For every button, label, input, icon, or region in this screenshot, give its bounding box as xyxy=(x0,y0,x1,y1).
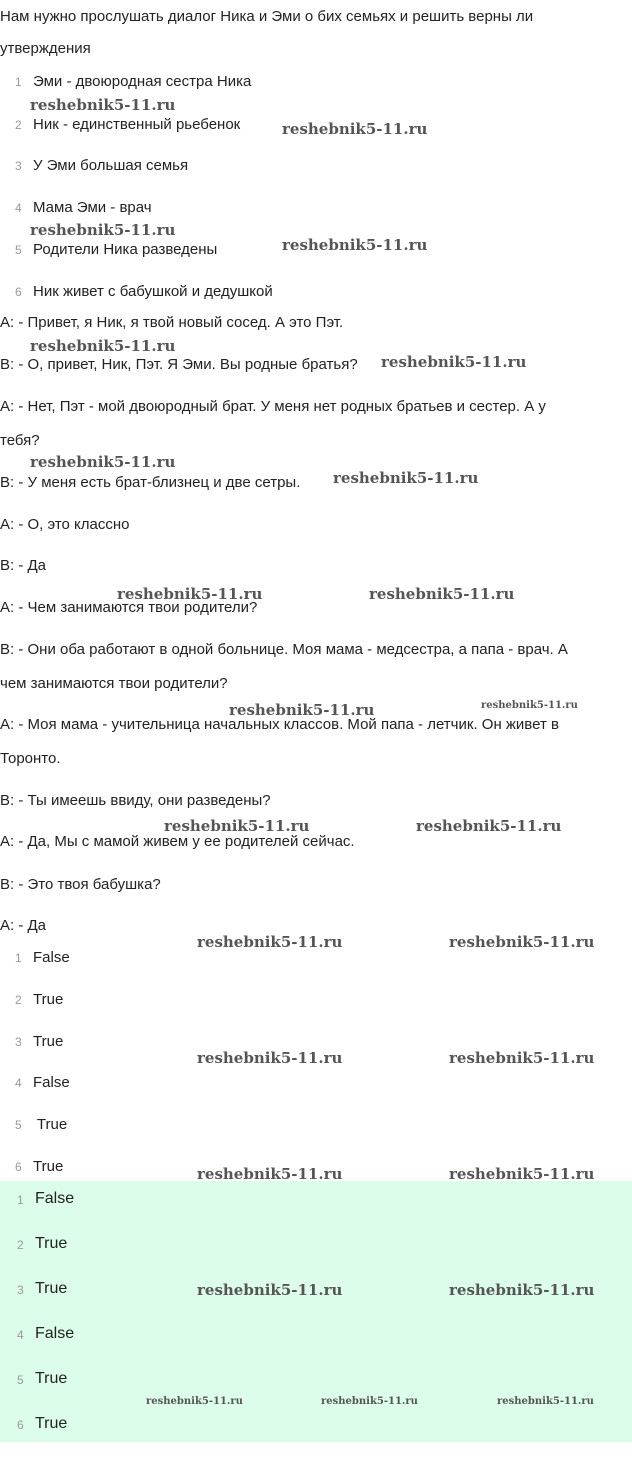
answer-number: 3 xyxy=(15,1035,22,1049)
highlighted-answer-number: 4 xyxy=(17,1328,24,1342)
statement-number: 2 xyxy=(15,118,22,132)
watermark: reshebnik5-11.ru xyxy=(117,585,263,603)
highlighted-answer-number: 1 xyxy=(17,1193,24,1207)
statement-text: Мама Эми - врач xyxy=(33,199,152,216)
dialogue-line: B: - Ты имеешь ввиду, они разведены? xyxy=(0,792,271,809)
answer-number: 5 xyxy=(15,1118,22,1132)
watermark: reshebnik5-11.ru xyxy=(164,817,310,835)
watermark: reshebnik5-11.ru xyxy=(197,1281,343,1299)
dialogue-line: B: - Они оба работают в одной больнице. Моя мама - медсестра, а папа - врач. А xyxy=(0,641,568,658)
watermark: reshebnik5-11.ru xyxy=(416,817,562,835)
answer-text: True xyxy=(33,991,64,1008)
watermark: reshebnik5-11.ru xyxy=(282,236,428,254)
highlighted-answer-number: 2 xyxy=(17,1238,24,1252)
dialogue-line: тебя? xyxy=(0,432,40,449)
dialogue-line: B: - О, привет, Ник, Пэт. Я Эми. Вы родные братья? xyxy=(0,356,358,373)
watermark: reshebnik5-11.ru xyxy=(197,1049,343,1067)
dialogue-line: B: - У меня есть брат-близнец и две сетры. xyxy=(0,474,301,491)
watermark: reshebnik5-11.ru xyxy=(30,96,176,114)
watermark: reshebnik5-11.ru xyxy=(333,469,479,487)
answer-text: False xyxy=(33,949,70,966)
statement-number: 5 xyxy=(15,243,22,257)
highlighted-answer-text: True xyxy=(35,1280,68,1297)
statement-text: У Эми большая семья xyxy=(33,157,189,174)
watermark: reshebnik5-11.ru xyxy=(449,1165,595,1183)
watermark: reshebnik5-11.ru xyxy=(449,1049,595,1067)
statement-number: 4 xyxy=(15,201,22,215)
answer-number: 1 xyxy=(15,951,22,965)
watermark: reshebnik5-11.ru xyxy=(197,933,343,951)
watermark: reshebnik5-11.ru xyxy=(30,453,176,471)
statement-number: 3 xyxy=(15,159,22,173)
watermark: reshebnik5-11.ru xyxy=(197,1165,343,1183)
answer-text: True xyxy=(33,1116,68,1133)
watermark: reshebnik5-11.ru xyxy=(449,1281,595,1299)
highlighted-answer-text: True xyxy=(35,1370,68,1387)
watermark: reshebnik5-11.ru xyxy=(381,353,527,371)
highlighted-answer-number: 6 xyxy=(17,1418,24,1432)
watermark: reshebnik5-11.ru xyxy=(146,1396,243,1407)
dialogue-line: A: - О, это классно xyxy=(0,516,130,533)
dialogue-line: A: - Чем занимаются твои родители? xyxy=(0,599,258,616)
dialogue-line: A: - Да xyxy=(0,917,47,934)
dialogue-line: B: - Это твоя бабушка? xyxy=(0,876,161,893)
answer-number: 2 xyxy=(15,993,22,1007)
dialogue-line: A: - Да, Мы с мамой живем у ее родителей сейчас. xyxy=(0,833,355,850)
statement-text: Родители Ника разведены xyxy=(33,241,218,258)
answer-text: False xyxy=(33,1074,70,1091)
answer-number: 6 xyxy=(15,1160,22,1174)
dialogue-line: A: - Нет, Пэт - мой двоюродный брат. У меня нет родных братьев и сестер. А у xyxy=(0,398,546,415)
intro-line-1: Нам нужно прослушать диалог Ника и Эми о бих семьях и решить верны ли xyxy=(0,8,534,25)
highlighted-answer-text: True xyxy=(35,1235,68,1252)
statement-text: Ник - единственный рьебенок xyxy=(33,116,241,133)
dialogue-line: чем занимаются твои родители? xyxy=(0,675,228,692)
watermark: reshebnik5-11.ru xyxy=(481,700,578,711)
highlighted-answer-text: False xyxy=(35,1325,75,1342)
dialogue-line: B: - Да xyxy=(0,557,47,574)
answer-text: True xyxy=(33,1033,64,1050)
intro-line-2: утверждения xyxy=(0,40,91,57)
watermark: reshebnik5-11.ru xyxy=(321,1396,418,1407)
highlighted-answer-text: True xyxy=(35,1415,68,1432)
answer-text: True xyxy=(33,1158,64,1175)
highlighted-answer-number: 5 xyxy=(17,1373,24,1387)
answer-number: 4 xyxy=(15,1076,22,1090)
watermark: reshebnik5-11.ru xyxy=(229,701,375,719)
watermark: reshebnik5-11.ru xyxy=(30,221,176,239)
watermark: reshebnik5-11.ru xyxy=(369,585,515,603)
watermark: reshebnik5-11.ru xyxy=(449,933,595,951)
highlighted-answer-number: 3 xyxy=(17,1283,24,1297)
statement-text: Ник живет с бабушкой и дедушкой xyxy=(33,283,273,300)
highlighted-answer-text: False xyxy=(35,1190,75,1207)
dialogue-line: A: - Привет, я Ник, я твой новый сосед. А это Пэт. xyxy=(0,314,344,331)
watermark: reshebnik5-11.ru xyxy=(282,120,428,138)
statement-text: Эми - двоюродная сестра Ника xyxy=(33,73,252,90)
watermark: reshebnik5-11.ru xyxy=(30,337,176,355)
statement-number: 6 xyxy=(15,285,22,299)
statement-number: 1 xyxy=(15,75,22,89)
watermark: reshebnik5-11.ru xyxy=(497,1396,594,1407)
dialogue-line: A: - Моя мама - учительница начальных классов. Мой папа - летчик. Он живет в xyxy=(0,716,559,733)
dialogue-line: Торонто. xyxy=(0,750,61,767)
